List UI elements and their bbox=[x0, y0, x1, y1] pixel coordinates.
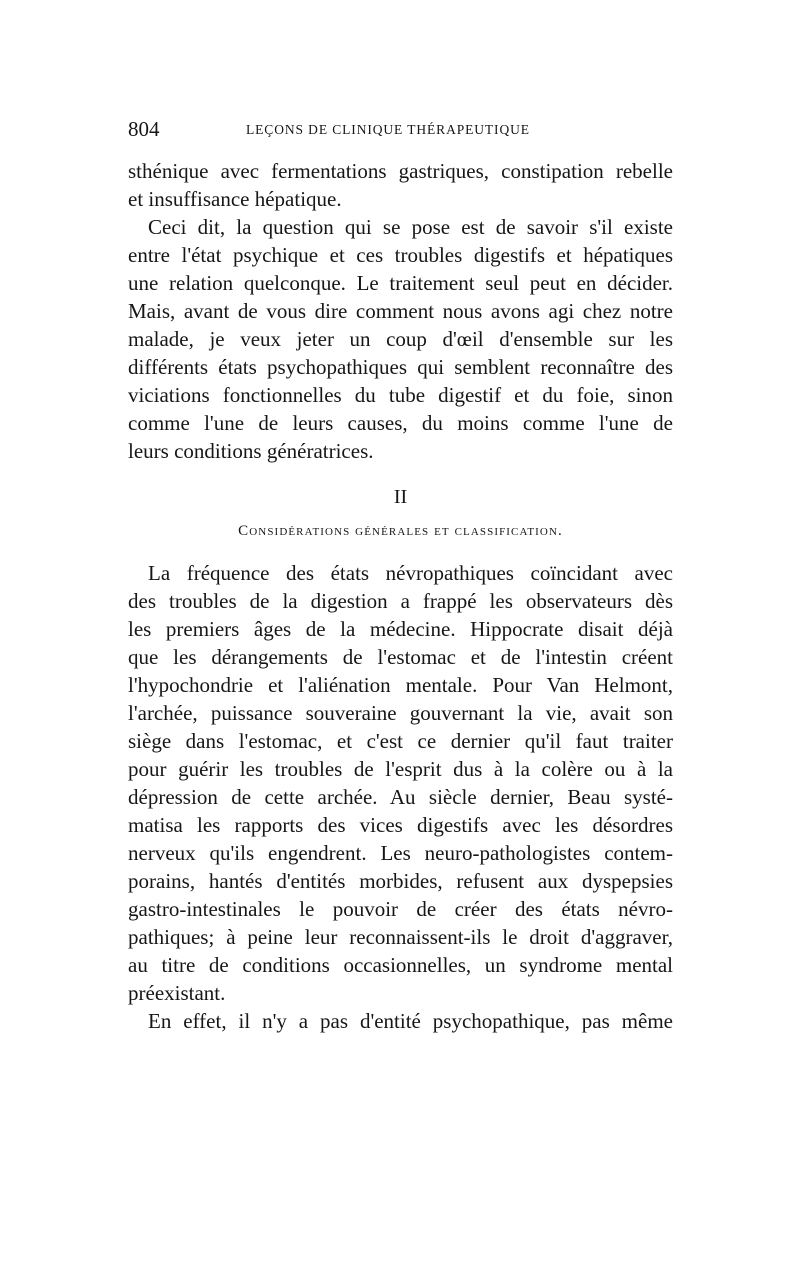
text-line: que les dérangements de l'estomac et de l'intestin créent bbox=[128, 645, 673, 669]
text-line: leurs conditions génératrices. bbox=[128, 439, 374, 463]
text-line: dépression de cette archée. Au siècle dernier, Beau systé- bbox=[128, 785, 673, 809]
text-line: l'archée, puissance souveraine gouvernant la vie, avait son bbox=[128, 701, 673, 725]
page-number: 804 bbox=[128, 117, 160, 141]
section-title bbox=[128, 518, 673, 544]
text-line: préexistant. bbox=[128, 981, 226, 1005]
text-line: une relation quelconque. Le traitement seul peut en décider. bbox=[128, 271, 673, 295]
text-line: nerveux qu'ils engendrent. Les neuro-pathologistes contem- bbox=[128, 841, 673, 865]
text-line: comme l'une de leurs causes, du moins comme l'une de bbox=[128, 411, 673, 435]
text-line: différents états psychopathiques qui semblent reconnaître des bbox=[128, 355, 673, 379]
text-line: au titre de conditions occasionnelles, un syndrome mental bbox=[128, 953, 673, 977]
text-line: Mais, avant de vous dire comment nous avons agi chez notre bbox=[128, 299, 673, 323]
text-line: viciations fonctionnelles du tube digestif et du foie, sinon bbox=[128, 383, 673, 407]
running-title: LEÇONS DE CLINIQUE THÉRAPEUTIQUE bbox=[246, 122, 530, 137]
text-line: La fréquence des états névropathiques coïncidant avec bbox=[148, 561, 673, 585]
text-line: matisa les rapports des vices digestifs avec les désordres bbox=[128, 813, 673, 837]
text-line: entre l'état psychique et ces troubles digestifs et hépatiques bbox=[128, 243, 673, 267]
text-line: siège dans l'estomac, et c'est ce dernier qu'il faut traiter bbox=[128, 729, 673, 753]
text-line: malade, je veux jeter un coup d'œil d'ensemble sur les bbox=[128, 327, 673, 351]
text-line: sthénique avec fermentations gastriques, constipation rebelle bbox=[128, 159, 673, 183]
page-header bbox=[128, 115, 673, 143]
text-line: porains, hantés d'entités morbides, refusent aux dyspepsies bbox=[128, 869, 673, 893]
text-line: l'hypochondrie et l'aliénation mentale. Pour Van Helmont, bbox=[128, 673, 673, 697]
text-line: En effet, il n'y a pas d'entité psychopathique, pas même bbox=[148, 1009, 673, 1033]
text-line: des troubles de la digestion a frappé les observateurs dès bbox=[128, 589, 673, 613]
section-number: II bbox=[393, 486, 408, 508]
text-line: les premiers âges de la médecine. Hippocrate disait déjà bbox=[128, 617, 673, 641]
text-line: pour guérir les troubles de l'esprit dus à la colère ou à la bbox=[128, 757, 673, 781]
text-line: pathiques; à peine leur reconnaissent-ils le droit d'aggraver, bbox=[128, 925, 673, 949]
text-line: Ceci dit, la question qui se pose est de savoir s'il existe bbox=[148, 215, 673, 239]
text-line: et insuffisance hépatique. bbox=[128, 187, 342, 211]
section-title-text: Considérations générales et classification. bbox=[238, 523, 563, 539]
text-line: gastro-intestinales le pouvoir de créer des états névro- bbox=[128, 897, 673, 921]
